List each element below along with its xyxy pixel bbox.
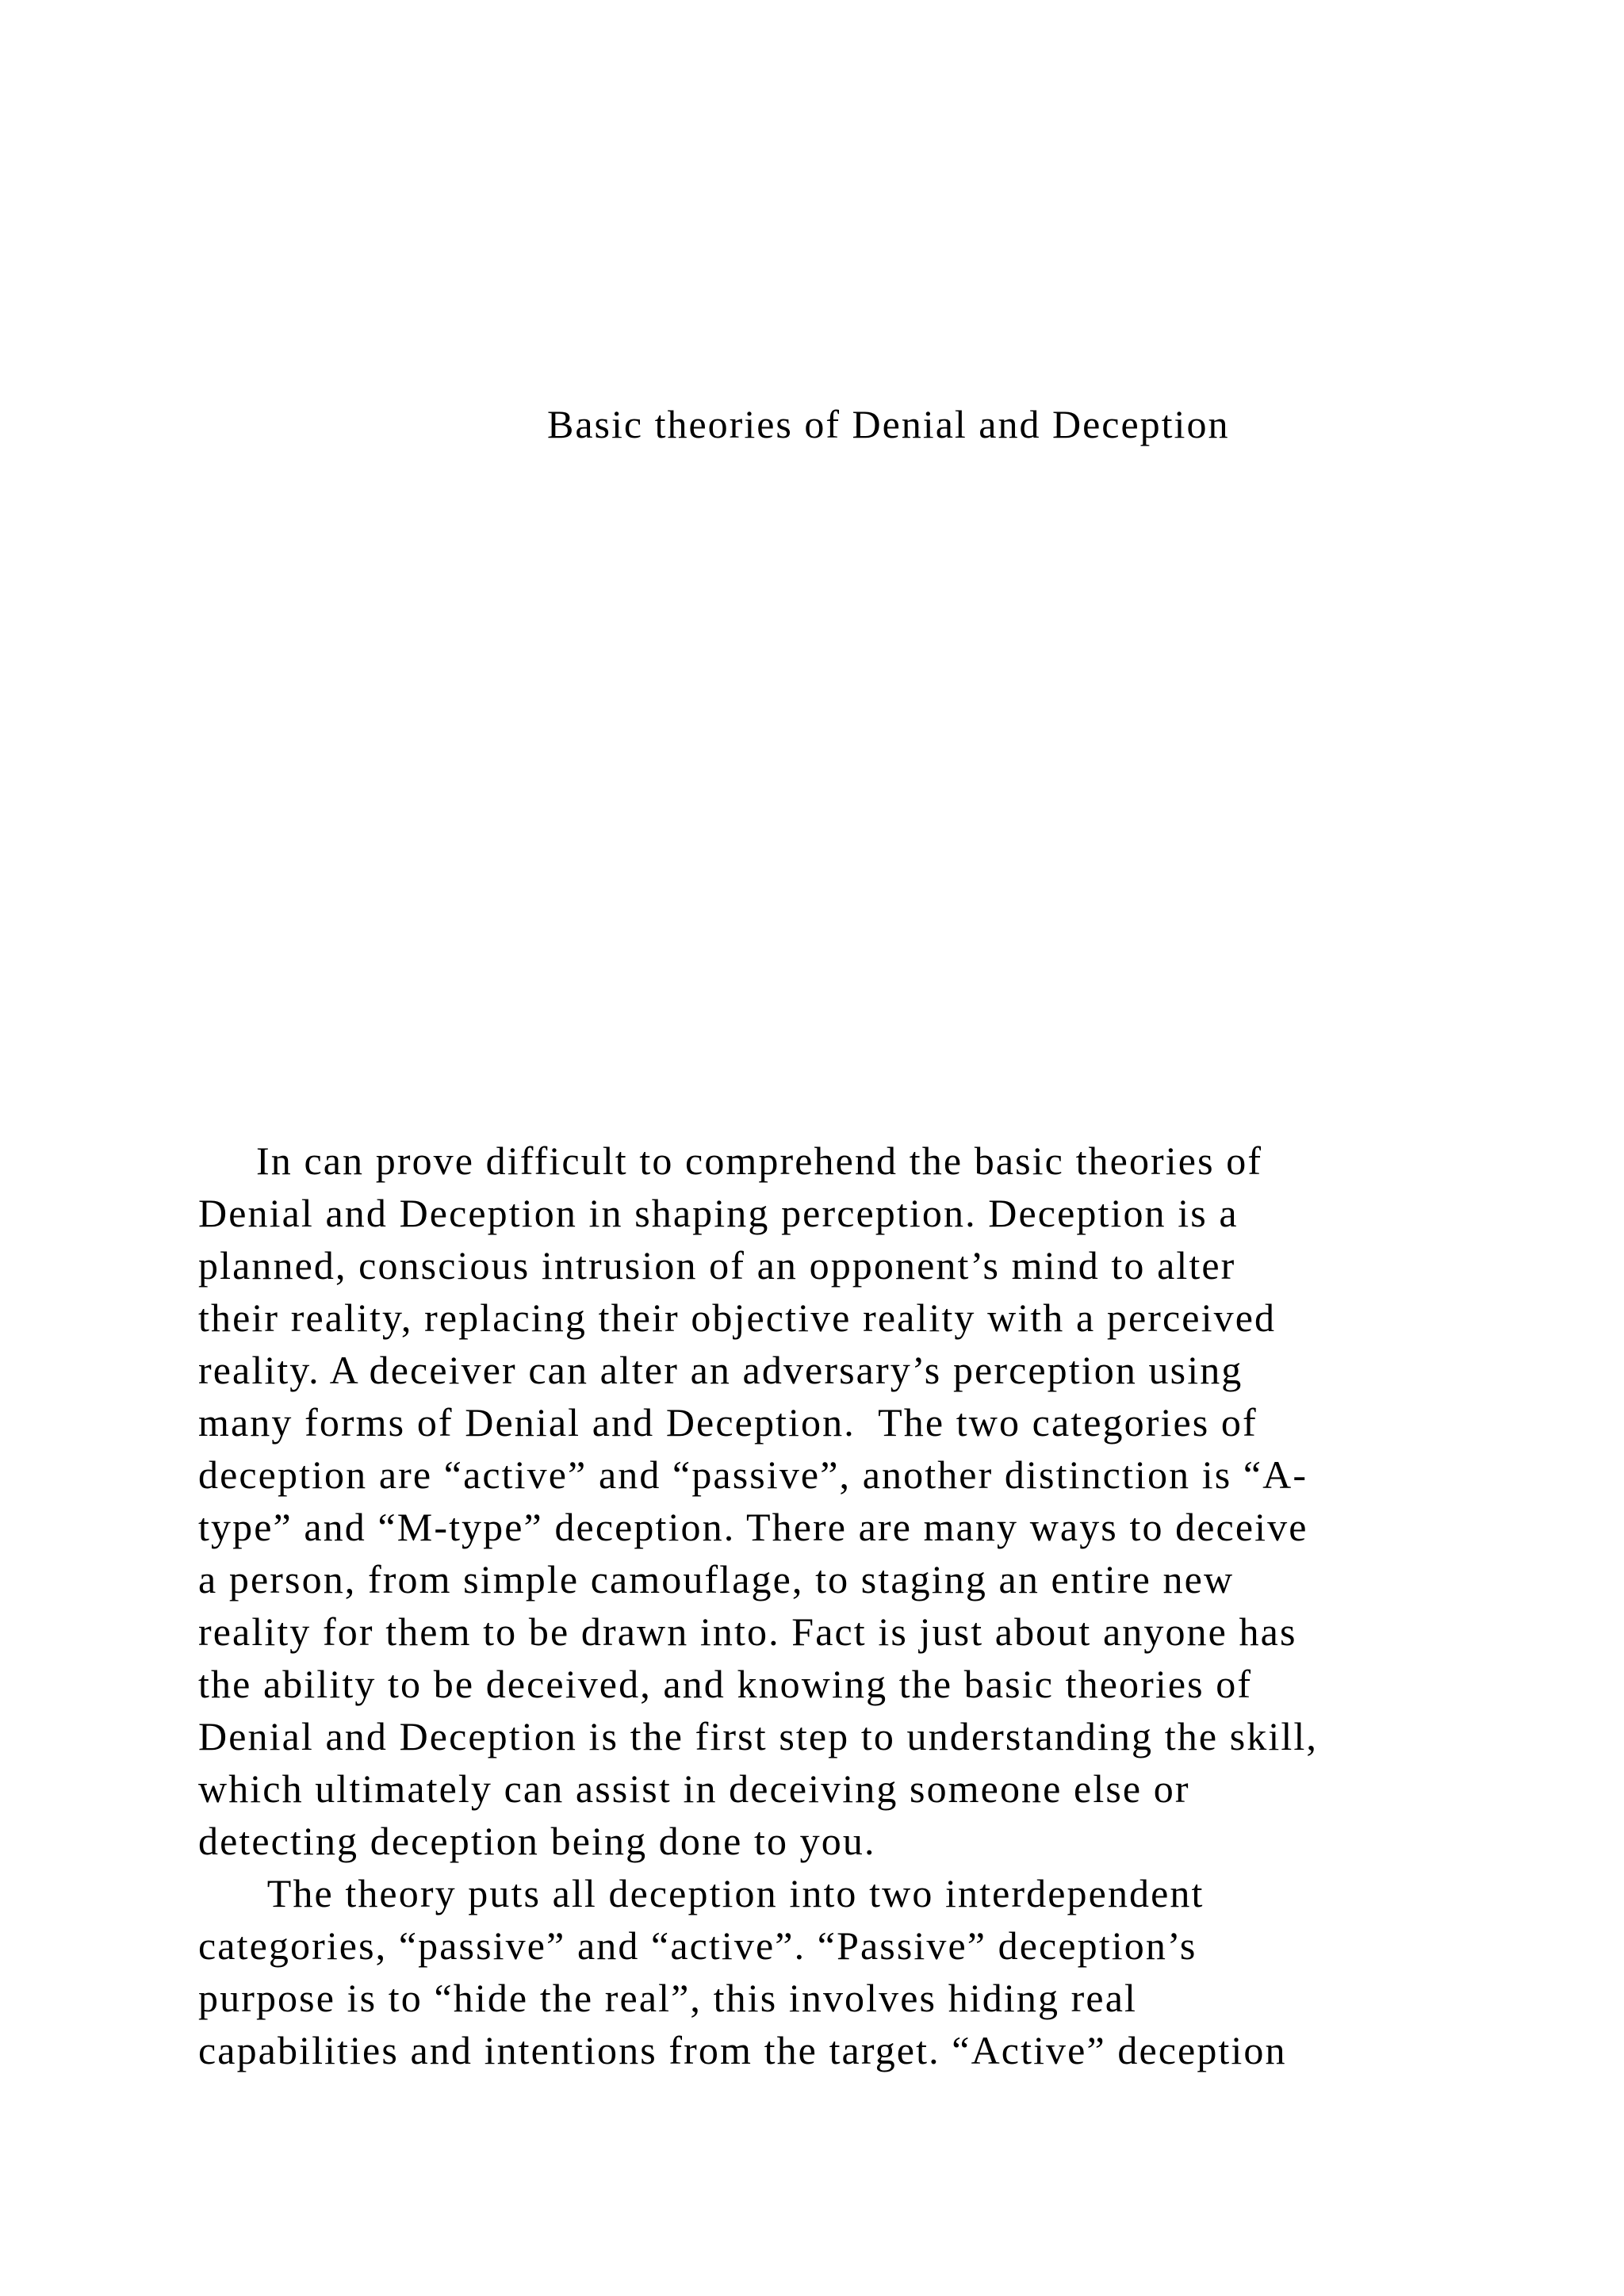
text-line: The theory puts all deception into two interdependent — [198, 1871, 1205, 1915]
text-line: the ability to be deceived, and knowing the basic theories of — [198, 1662, 1253, 1706]
text-line: many forms of Denial and Deception. The two categories of — [198, 1400, 1258, 1445]
document-body — [198, 1135, 1467, 2076]
text-line: capabilities and intentions from the target. “Active” deception — [198, 2028, 1287, 2072]
text-line: type” and “M-type” deception. There are many ways to deceive — [198, 1505, 1308, 1549]
text-line: their reality, replacing their objective reality with a perceived — [198, 1295, 1277, 1340]
text-line: detecting deception being done to you. — [198, 1819, 876, 1863]
text-line: In can prove difficult to comprehend the basic theories of — [198, 1138, 1263, 1183]
text-line: reality for them to be drawn into. Fact is just about anyone has — [198, 1609, 1297, 1654]
document-title: Basic theories of Denial and Deception — [547, 402, 1230, 446]
text-line: Denial and Deception in shaping perception. Deception is a — [198, 1191, 1239, 1235]
text-line: deception are “active” and “passive”, another distinction is “A- — [198, 1452, 1308, 1497]
text-line: reality. A deceiver can alter an adversary’s perception using — [198, 1348, 1243, 1392]
text-line: purpose is to “hide the real”, this involves hiding real — [198, 1976, 1138, 2020]
text-line: Denial and Deception is the first step to understanding the skill, — [198, 1714, 1318, 1758]
text-line: planned, conscious intrusion of an opponent’s mind to alter — [198, 1243, 1236, 1288]
text-line: categories, “passive” and “active”. “Passive” deception’s — [198, 1923, 1197, 1968]
text-line: a person, from simple camouflage, to staging an entire new — [198, 1557, 1235, 1601]
text-line: which ultimately can assist in deceiving someone else or — [198, 1766, 1190, 1811]
